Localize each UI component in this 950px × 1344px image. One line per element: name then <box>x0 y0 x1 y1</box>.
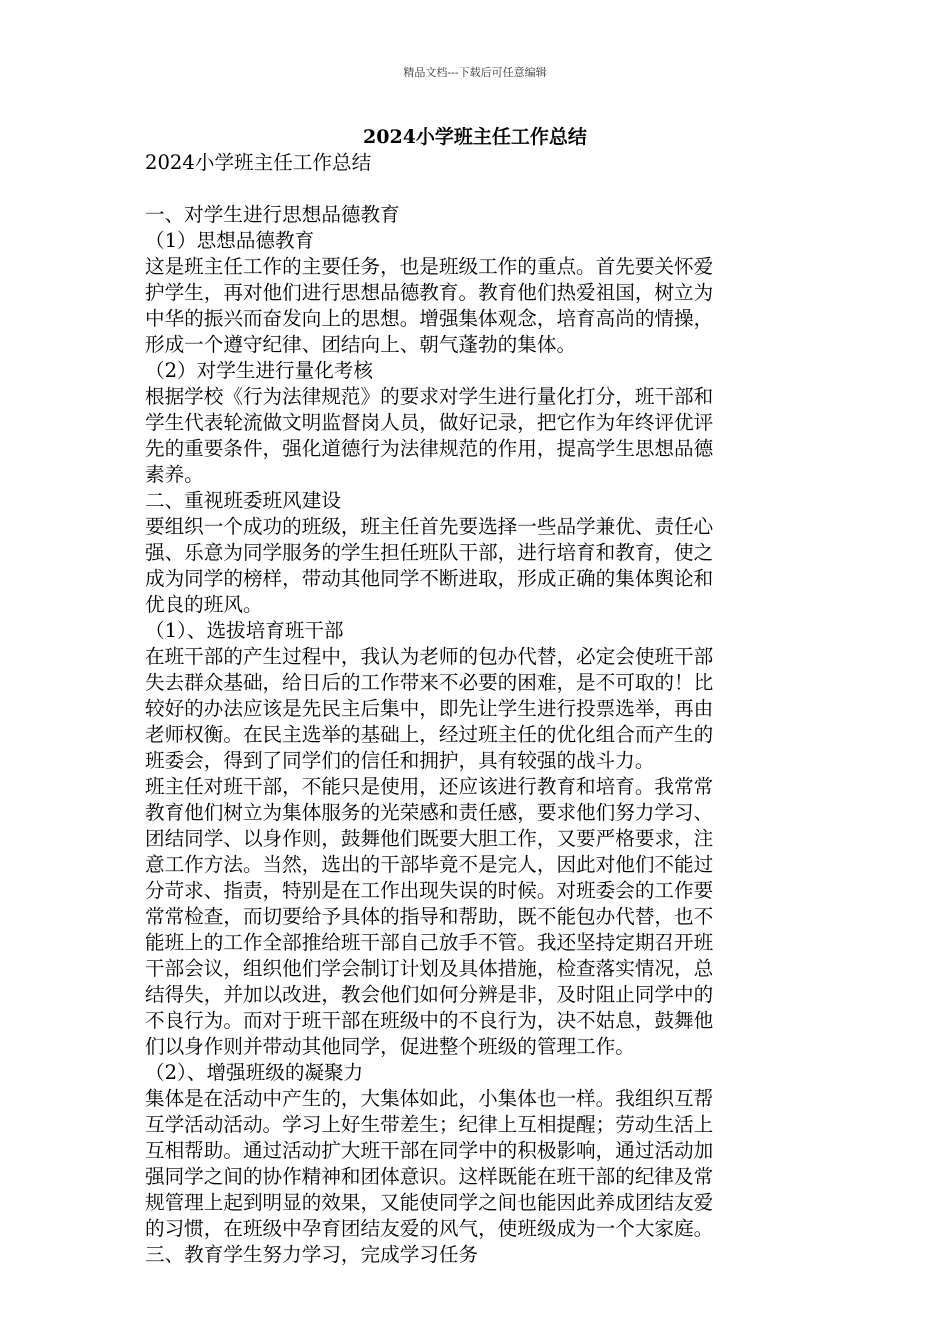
paragraph-line: 形成一个遵守纪律、团结向上、朝气蓬勃的集体。 <box>145 333 577 356</box>
paragraph-line: 集体是在活动中产生的，大集体如此，小集体也一样。我组织互帮 <box>145 1087 714 1110</box>
paragraph-line: 能班上的工作全部推给班干部自己放手不管。我还坚持定期召开班 <box>145 931 714 954</box>
paragraph-line: 护学生，再对他们进行思想品德教育。教育他们热爱祖国，树立为 <box>145 281 714 304</box>
paragraph-line: 较好的办法应该是先民主后集中，即先让学生进行投票选举，再由 <box>145 697 714 720</box>
subsection-heading: （1）思想品德教育 <box>145 229 315 252</box>
document-title: 2024小学班主任工作总结 <box>363 126 587 148</box>
paragraph-line: 强同学之间的协作精神和团体意识。这样既能在班干部的纪律及常 <box>145 1165 714 1188</box>
subsection-heading: （2）、增强班级的凝聚力 <box>145 1061 364 1084</box>
section-heading: 一、对学生进行思想品德教育 <box>145 203 400 226</box>
subsection-heading: （2）对学生进行量化考核 <box>145 359 373 382</box>
paragraph-line: 教育他们树立为集体服务的光荣感和责任感，要求他们努力学习、 <box>145 801 714 824</box>
paragraph-line: 这是班主任工作的主要任务，也是班级工作的重点。首先要关怀爱 <box>145 255 714 278</box>
paragraph-line: 不良行为。而对于班干部在班级中的不良行为，决不姑息，鼓舞他 <box>145 1009 714 1032</box>
section-heading: 二、重视班委班风建设 <box>145 489 341 512</box>
paragraph-line: 团结同学、以身作则，鼓舞他们既要大胆工作，又要严格要求，注 <box>145 827 714 850</box>
paragraph-line: 素养。 <box>145 463 204 486</box>
paragraph-line: 们以身作则并带动其他同学，促进整个班级的管理工作。 <box>145 1035 635 1058</box>
paragraph-line: 规管理上起到明显的效果，又能使同学之间也能因此养成团结友爱 <box>145 1191 714 1214</box>
subsection-heading: （1）、选拔培育班干部 <box>145 619 344 642</box>
section-heading: 三、教育学生努力学习，完成学习任务 <box>145 1243 479 1266</box>
paragraph-line: 在班干部的产生过程中，我认为老师的包办代替，必定会使班干部 <box>145 645 714 668</box>
paragraph-line: 成为同学的榜样，带动其他同学不断进取，形成正确的集体舆论和 <box>145 567 714 590</box>
paragraph-line: 常常检查，而切要给予具体的指导和帮助，既不能包办代替，也不 <box>145 905 714 928</box>
document-lines <box>145 176 801 1268</box>
document-body <box>145 150 801 1268</box>
paragraph-line: 结得失，并加以改进，教会他们如何分辨是非，及时阻止同学中的 <box>145 983 714 1006</box>
paragraph-line: 中华的振兴而奋发向上的思想。增强集体观念，培育高尚的情操， <box>145 307 714 330</box>
paragraph-line: 根据学校《行为法律规范》的要求对学生进行量化打分，班干部和 <box>145 385 714 408</box>
paragraph-line: 班委会，得到了同学们的信任和拥护，具有较强的战斗力。 <box>145 749 655 772</box>
paragraph-line: 老师权衡。在民主选举的基础上，经过班主任的优化组合而产生的 <box>145 723 714 746</box>
document-subtitle: 2024小学班主任工作总结 <box>145 151 372 174</box>
paragraph-line: 优良的班风。 <box>145 593 263 616</box>
page-header: 精品文档---下载后可任意编辑 <box>403 66 547 79</box>
paragraph-line: 班主任对班干部，不能只是使用，还应该进行教育和培育。我常常 <box>145 775 714 798</box>
paragraph-line: 干部会议，组织他们学会制订计划及具体措施，检查落实情况，总 <box>145 957 714 980</box>
paragraph-line: 要组织一个成功的班级，班主任首先要选择一些品学兼优、责任心 <box>145 515 714 538</box>
paragraph-line: 互相帮助。通过活动扩大班干部在同学中的积极影响，通过活动加 <box>145 1139 714 1162</box>
paragraph-line: 失去群众基础，给日后的工作带来不必要的困难，是不可取的！比 <box>145 671 714 694</box>
paragraph-line: 的习惯，在班级中孕育团结友爱的风气，使班级成为一个大家庭。 <box>145 1217 714 1240</box>
paragraph-line: 互学活动活动。学习上好生带差生；纪律上互相提醒；劳动生活上 <box>145 1113 714 1136</box>
paragraph-line: 学生代表轮流做文明监督岗人员，做好记录，把它作为年终评优评 <box>145 411 714 434</box>
blank-line <box>145 176 801 202</box>
paragraph-line: 强、乐意为同学服务的学生担任班队干部，进行培育和教育，使之 <box>145 541 714 564</box>
paragraph-line: 先的重要条件，强化道德行为法律规范的作用，提高学生思想品德 <box>145 437 714 460</box>
paragraph-line: 分苛求、指责，特别是在工作出现失误的时候。对班委会的工作要 <box>145 879 714 902</box>
paragraph-line: 意工作方法。当然，选出的干部毕竟不是完人，因此对他们不能过 <box>145 853 714 876</box>
